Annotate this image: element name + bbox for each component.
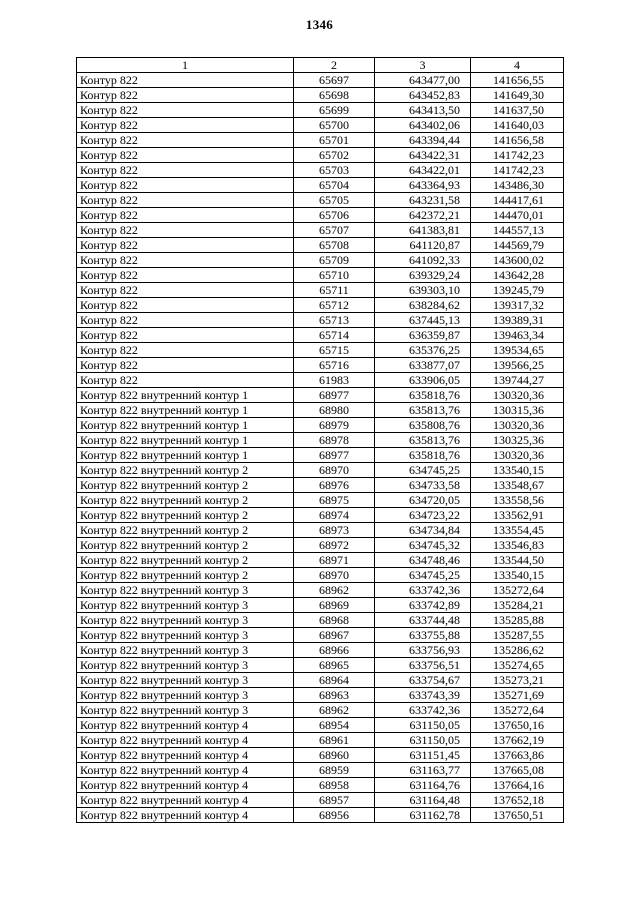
contour-name-cell: Контур 822 — [77, 178, 294, 193]
point-number-cell: 68978 — [294, 433, 375, 448]
x-coordinate-cell: 643413,50 — [375, 103, 471, 118]
point-number-cell: 68954 — [294, 718, 375, 733]
table-row — [77, 733, 564, 748]
contour-name-cell: Контур 822 — [77, 238, 294, 253]
contour-name-cell: Контур 822 внутренний контур 4 — [77, 733, 294, 748]
contour-name-cell: Контур 822 внутренний контур 2 — [77, 523, 294, 538]
contour-name-cell: Контур 822 внутренний контур 3 — [77, 598, 294, 613]
y-coordinate-cell: 133548,67 — [471, 478, 564, 493]
x-coordinate-cell: 633743,39 — [375, 688, 471, 703]
contour-name-cell: Контур 822 — [77, 103, 294, 118]
x-coordinate-cell: 635813,76 — [375, 403, 471, 418]
y-coordinate-cell: 133540,15 — [471, 463, 564, 478]
contour-name-cell: Контур 822 — [77, 313, 294, 328]
y-coordinate-cell: 139744,27 — [471, 373, 564, 388]
y-coordinate-cell: 139317,32 — [471, 298, 564, 313]
y-coordinate-cell: 135273,21 — [471, 673, 564, 688]
x-coordinate-cell: 633906,05 — [375, 373, 471, 388]
table-row — [77, 373, 564, 388]
contour-name-cell: Контур 822 внутренний контур 1 — [77, 418, 294, 433]
contour-name-cell: Контур 822 внутренний контур 2 — [77, 508, 294, 523]
table-row — [77, 673, 564, 688]
table-row — [77, 268, 564, 283]
point-number-cell: 65714 — [294, 328, 375, 343]
y-coordinate-cell: 141656,55 — [471, 73, 564, 88]
table-row — [77, 598, 564, 613]
x-coordinate-cell: 634734,84 — [375, 523, 471, 538]
contour-name-cell: Контур 822 внутренний контур 1 — [77, 448, 294, 463]
point-number-cell: 65698 — [294, 88, 375, 103]
contour-name-cell: Контур 822 внутренний контур 3 — [77, 628, 294, 643]
table-row — [77, 763, 564, 778]
point-number-cell: 68962 — [294, 703, 375, 718]
contour-name-cell: Контур 822 внутренний контур 2 — [77, 478, 294, 493]
y-coordinate-cell: 133562,91 — [471, 508, 564, 523]
column-header-4: 4 — [471, 58, 564, 73]
y-coordinate-cell: 139389,31 — [471, 313, 564, 328]
table-row — [77, 283, 564, 298]
x-coordinate-cell: 638284,62 — [375, 298, 471, 313]
point-number-cell: 68957 — [294, 793, 375, 808]
table-row — [77, 328, 564, 343]
table-row — [77, 118, 564, 133]
contour-name-cell: Контур 822 внутренний контур 3 — [77, 688, 294, 703]
y-coordinate-cell: 143486,30 — [471, 178, 564, 193]
y-coordinate-cell: 130320,36 — [471, 388, 564, 403]
y-coordinate-cell: 137663,86 — [471, 748, 564, 763]
x-coordinate-cell: 634720,05 — [375, 493, 471, 508]
contour-name-cell: Контур 822 внутренний контур 1 — [77, 403, 294, 418]
table-row — [77, 493, 564, 508]
table-row — [77, 718, 564, 733]
table-row — [77, 748, 564, 763]
y-coordinate-cell: 137650,16 — [471, 718, 564, 733]
y-coordinate-cell: 135272,64 — [471, 583, 564, 598]
x-coordinate-cell: 635813,76 — [375, 433, 471, 448]
contour-name-cell: Контур 822 — [77, 373, 294, 388]
table-row — [77, 193, 564, 208]
point-number-cell: 65697 — [294, 73, 375, 88]
x-coordinate-cell: 635808,76 — [375, 418, 471, 433]
table-row — [77, 73, 564, 88]
contour-name-cell: Контур 822 внутренний контур 4 — [77, 778, 294, 793]
point-number-cell: 65701 — [294, 133, 375, 148]
x-coordinate-cell: 633755,88 — [375, 628, 471, 643]
table-row — [77, 448, 564, 463]
y-coordinate-cell: 137664,16 — [471, 778, 564, 793]
contour-name-cell: Контур 822 — [77, 343, 294, 358]
point-number-cell: 68976 — [294, 478, 375, 493]
table-row — [77, 223, 564, 238]
table-row — [77, 298, 564, 313]
y-coordinate-cell: 135274,65 — [471, 658, 564, 673]
point-number-cell: 68956 — [294, 808, 375, 823]
x-coordinate-cell: 641092,33 — [375, 253, 471, 268]
y-coordinate-cell: 133558,56 — [471, 493, 564, 508]
y-coordinate-cell: 135284,21 — [471, 598, 564, 613]
table-row — [77, 538, 564, 553]
y-coordinate-cell: 137665,08 — [471, 763, 564, 778]
contour-name-cell: Контур 822 внутренний контур 3 — [77, 703, 294, 718]
table-row — [77, 133, 564, 148]
x-coordinate-cell: 634745,25 — [375, 568, 471, 583]
point-number-cell: 65710 — [294, 268, 375, 283]
contour-name-cell: Контур 822 внутренний контур 4 — [77, 763, 294, 778]
x-coordinate-cell: 639303,10 — [375, 283, 471, 298]
y-coordinate-cell: 141656,58 — [471, 133, 564, 148]
contour-name-cell: Контур 822 — [77, 148, 294, 163]
y-coordinate-cell: 144470,01 — [471, 208, 564, 223]
point-number-cell: 65708 — [294, 238, 375, 253]
y-coordinate-cell: 139534,65 — [471, 343, 564, 358]
y-coordinate-cell: 133554,45 — [471, 523, 564, 538]
y-coordinate-cell: 135287,55 — [471, 628, 564, 643]
table-row — [77, 643, 564, 658]
contour-name-cell: Контур 822 — [77, 268, 294, 283]
point-number-cell: 68968 — [294, 613, 375, 628]
point-number-cell: 68974 — [294, 508, 375, 523]
table-row — [77, 208, 564, 223]
table-header-row — [77, 58, 564, 73]
y-coordinate-cell: 130315,36 — [471, 403, 564, 418]
y-coordinate-cell: 130325,36 — [471, 433, 564, 448]
contour-name-cell: Контур 822 — [77, 118, 294, 133]
column-header-2: 2 — [294, 58, 375, 73]
contour-name-cell: Контур 822 — [77, 208, 294, 223]
table-row — [77, 793, 564, 808]
table-row — [77, 778, 564, 793]
point-number-cell: 65707 — [294, 223, 375, 238]
contour-name-cell: Контур 822 — [77, 298, 294, 313]
contour-name-cell: Контур 822 — [77, 193, 294, 208]
table-row — [77, 388, 564, 403]
x-coordinate-cell: 643477,00 — [375, 73, 471, 88]
table-row — [77, 418, 564, 433]
contour-name-cell: Контур 822 внутренний контур 3 — [77, 643, 294, 658]
table-row — [77, 238, 564, 253]
table-row — [77, 253, 564, 268]
point-number-cell: 68969 — [294, 598, 375, 613]
contour-name-cell: Контур 822 — [77, 163, 294, 178]
table-row — [77, 508, 564, 523]
contour-name-cell: Контур 822 внутренний контур 4 — [77, 748, 294, 763]
x-coordinate-cell: 633756,93 — [375, 643, 471, 658]
x-coordinate-cell: 633877,07 — [375, 358, 471, 373]
point-number-cell: 68970 — [294, 463, 375, 478]
x-coordinate-cell: 635818,76 — [375, 448, 471, 463]
y-coordinate-cell: 135286,62 — [471, 643, 564, 658]
table-body — [77, 73, 564, 823]
page-number: 1346 — [305, 17, 334, 32]
x-coordinate-cell: 643402,06 — [375, 118, 471, 133]
y-coordinate-cell: 141637,50 — [471, 103, 564, 118]
x-coordinate-cell: 643364,93 — [375, 178, 471, 193]
point-number-cell: 65712 — [294, 298, 375, 313]
contour-name-cell: Контур 822 — [77, 328, 294, 343]
table-row — [77, 613, 564, 628]
contour-name-cell: Контур 822 внутренний контур 1 — [77, 433, 294, 448]
x-coordinate-cell: 634723,22 — [375, 508, 471, 523]
point-number-cell: 65700 — [294, 118, 375, 133]
contour-name-cell: Контур 822 внутренний контур 2 — [77, 493, 294, 508]
table-row — [77, 343, 564, 358]
point-number-cell: 68971 — [294, 553, 375, 568]
column-header-3: 3 — [375, 58, 471, 73]
point-number-cell: 68977 — [294, 388, 375, 403]
x-coordinate-cell: 631164,76 — [375, 778, 471, 793]
x-coordinate-cell: 634745,25 — [375, 463, 471, 478]
x-coordinate-cell: 631163,77 — [375, 763, 471, 778]
table-row — [77, 163, 564, 178]
point-number-cell: 68964 — [294, 673, 375, 688]
y-coordinate-cell: 133544,50 — [471, 553, 564, 568]
point-number-cell: 68975 — [294, 493, 375, 508]
contour-name-cell: Контур 822 — [77, 73, 294, 88]
table-row — [77, 703, 564, 718]
point-number-cell: 65702 — [294, 148, 375, 163]
point-number-cell: 65709 — [294, 253, 375, 268]
point-number-cell: 65706 — [294, 208, 375, 223]
x-coordinate-cell: 643422,31 — [375, 148, 471, 163]
table-row — [77, 583, 564, 598]
table-row — [77, 553, 564, 568]
point-number-cell: 65713 — [294, 313, 375, 328]
point-number-cell: 65704 — [294, 178, 375, 193]
x-coordinate-cell: 631151,45 — [375, 748, 471, 763]
point-number-cell: 65711 — [294, 283, 375, 298]
point-number-cell: 68977 — [294, 448, 375, 463]
contour-name-cell: Контур 822 внутренний контур 2 — [77, 463, 294, 478]
contour-name-cell: Контур 822 внутренний контур 3 — [77, 613, 294, 628]
y-coordinate-cell: 141640,03 — [471, 118, 564, 133]
x-coordinate-cell: 643452,83 — [375, 88, 471, 103]
y-coordinate-cell: 137662,19 — [471, 733, 564, 748]
contour-name-cell: Контур 822 — [77, 88, 294, 103]
table-row — [77, 808, 564, 823]
x-coordinate-cell: 633756,51 — [375, 658, 471, 673]
y-coordinate-cell: 135272,64 — [471, 703, 564, 718]
y-coordinate-cell: 135271,69 — [471, 688, 564, 703]
x-coordinate-cell: 643422,01 — [375, 163, 471, 178]
point-number-cell: 65705 — [294, 193, 375, 208]
y-coordinate-cell: 137652,18 — [471, 793, 564, 808]
table-row — [77, 403, 564, 418]
x-coordinate-cell: 643394,44 — [375, 133, 471, 148]
x-coordinate-cell: 634748,46 — [375, 553, 471, 568]
y-coordinate-cell: 144569,79 — [471, 238, 564, 253]
point-number-cell: 68962 — [294, 583, 375, 598]
y-coordinate-cell: 144417,61 — [471, 193, 564, 208]
contour-name-cell: Контур 822 — [77, 133, 294, 148]
contour-name-cell: Контур 822 — [77, 223, 294, 238]
point-number-cell: 68959 — [294, 763, 375, 778]
table-row — [77, 478, 564, 493]
x-coordinate-cell: 633754,67 — [375, 673, 471, 688]
point-number-cell: 68970 — [294, 568, 375, 583]
x-coordinate-cell: 631164,48 — [375, 793, 471, 808]
x-coordinate-cell: 633742,36 — [375, 703, 471, 718]
y-coordinate-cell: 130320,36 — [471, 448, 564, 463]
x-coordinate-cell: 634745,32 — [375, 538, 471, 553]
y-coordinate-cell: 139463,34 — [471, 328, 564, 343]
y-coordinate-cell: 133540,15 — [471, 568, 564, 583]
y-coordinate-cell: 133546,83 — [471, 538, 564, 553]
y-coordinate-cell: 137650,51 — [471, 808, 564, 823]
x-coordinate-cell: 635376,25 — [375, 343, 471, 358]
point-number-cell: 68963 — [294, 688, 375, 703]
y-coordinate-cell: 143600,02 — [471, 253, 564, 268]
x-coordinate-cell: 635818,76 — [375, 388, 471, 403]
x-coordinate-cell: 639329,24 — [375, 268, 471, 283]
contour-name-cell: Контур 822 внутренний контур 3 — [77, 673, 294, 688]
table-row — [77, 688, 564, 703]
contour-name-cell: Контур 822 внутренний контур 3 — [77, 658, 294, 673]
point-number-cell: 68973 — [294, 523, 375, 538]
point-number-cell: 65716 — [294, 358, 375, 373]
x-coordinate-cell: 642372,21 — [375, 208, 471, 223]
table-row — [77, 178, 564, 193]
table-row — [77, 463, 564, 478]
point-number-cell: 68967 — [294, 628, 375, 643]
point-number-cell: 68980 — [294, 403, 375, 418]
point-number-cell: 68960 — [294, 748, 375, 763]
contour-name-cell: Контур 822 — [77, 283, 294, 298]
y-coordinate-cell: 143642,28 — [471, 268, 564, 283]
point-number-cell: 68958 — [294, 778, 375, 793]
point-number-cell: 68965 — [294, 658, 375, 673]
column-header-1: 1 — [77, 58, 294, 73]
x-coordinate-cell: 636359,87 — [375, 328, 471, 343]
table-row — [77, 148, 564, 163]
table-row — [77, 523, 564, 538]
contour-name-cell: Контур 822 внутренний контур 1 — [77, 388, 294, 403]
coordinates-table — [76, 57, 564, 823]
contour-name-cell: Контур 822 — [77, 358, 294, 373]
point-number-cell: 68961 — [294, 733, 375, 748]
x-coordinate-cell: 633742,89 — [375, 598, 471, 613]
point-number-cell: 65703 — [294, 163, 375, 178]
table-row — [77, 103, 564, 118]
table-row — [77, 433, 564, 448]
x-coordinate-cell: 631162,78 — [375, 808, 471, 823]
contour-name-cell: Контур 822 внутренний контур 4 — [77, 808, 294, 823]
x-coordinate-cell: 643231,58 — [375, 193, 471, 208]
contour-name-cell: Контур 822 внутренний контур 2 — [77, 568, 294, 583]
x-coordinate-cell: 633744,48 — [375, 613, 471, 628]
x-coordinate-cell: 634733,58 — [375, 478, 471, 493]
table-row — [77, 358, 564, 373]
y-coordinate-cell: 141742,23 — [471, 163, 564, 178]
x-coordinate-cell: 637445,13 — [375, 313, 471, 328]
contour-name-cell: Контур 822 — [77, 253, 294, 268]
x-coordinate-cell: 633742,36 — [375, 583, 471, 598]
y-coordinate-cell: 139566,25 — [471, 358, 564, 373]
y-coordinate-cell: 141742,23 — [471, 148, 564, 163]
table-row — [77, 313, 564, 328]
y-coordinate-cell: 139245,79 — [471, 283, 564, 298]
point-number-cell: 68966 — [294, 643, 375, 658]
x-coordinate-cell: 641120,87 — [375, 238, 471, 253]
point-number-cell: 68979 — [294, 418, 375, 433]
x-coordinate-cell: 631150,05 — [375, 718, 471, 733]
table-row — [77, 568, 564, 583]
contour-name-cell: Контур 822 внутренний контур 4 — [77, 718, 294, 733]
contour-name-cell: Контур 822 внутренний контур 3 — [77, 583, 294, 598]
y-coordinate-cell: 144557,13 — [471, 223, 564, 238]
contour-name-cell: Контур 822 внутренний контур 2 — [77, 553, 294, 568]
table-row — [77, 628, 564, 643]
point-number-cell: 61983 — [294, 373, 375, 388]
contour-name-cell: Контур 822 внутренний контур 2 — [77, 538, 294, 553]
y-coordinate-cell: 130320,36 — [471, 418, 564, 433]
contour-name-cell: Контур 822 внутренний контур 4 — [77, 793, 294, 808]
x-coordinate-cell: 641383,81 — [375, 223, 471, 238]
point-number-cell: 65699 — [294, 103, 375, 118]
y-coordinate-cell: 141649,30 — [471, 88, 564, 103]
table-row — [77, 658, 564, 673]
table-row — [77, 88, 564, 103]
point-number-cell: 68972 — [294, 538, 375, 553]
point-number-cell: 65715 — [294, 343, 375, 358]
x-coordinate-cell: 631150,05 — [375, 733, 471, 748]
y-coordinate-cell: 135285,88 — [471, 613, 564, 628]
